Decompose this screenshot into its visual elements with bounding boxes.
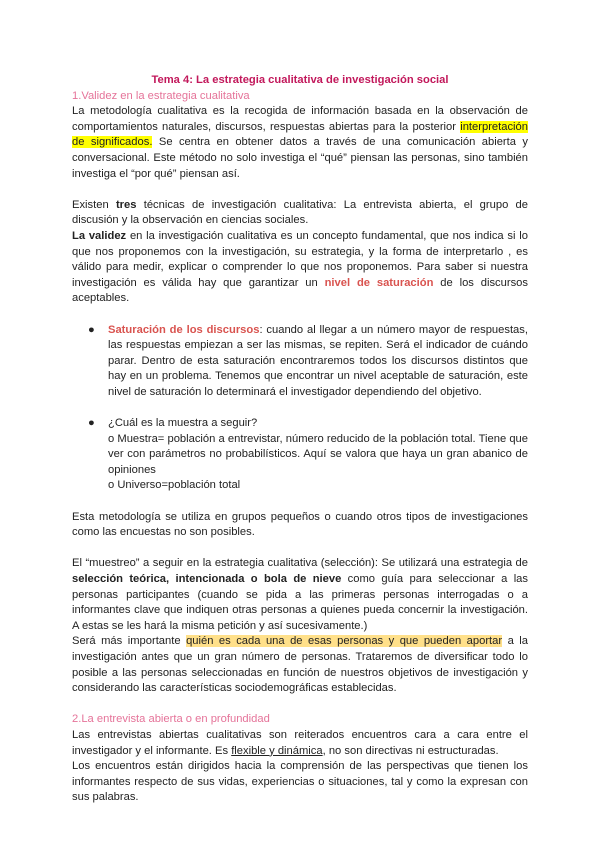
paragraph-entrevistas: Las entrevistas abiertas cualitativas son reiterados encuentros cara a cara entre el investigador y el informante. Es flexible y dinámica, no son directivas ni estructuradas. (72, 728, 528, 757)
highlight-interpretacion: interpretación de significados. (72, 120, 528, 149)
bullet-icon: ● (88, 323, 95, 336)
paragraph-validez: La validez en la investigación cualitativa es un concepto fundamental, que nos indica si lo que nos proponemos con la investigación, su estrategia, y la forma de interpretarlo , es válido para medir, explicar o comprender lo que nos proponemos. Para saber si nuestra investigación es válida hay que garantizar un nivel de saturación de los discursos aceptables. (72, 229, 528, 305)
document-content (72, 73, 528, 806)
highlight-quien: quién es cada una de esas personas y que pueden aportar (186, 635, 503, 648)
paragraph-muestreo: El “muestreo” a seguir en la estrategia cualitativa (selección): Se utilizará una estrategia de selección teórica, intencionada o bola de nieve como guía para seleccionar a las personas participantes (cuando se pida a las primeras personas interrogadas o a informantes clave que indiquen otras personas a quienes pueda concernir la investigación. A estas se les hará la misma petición y así sucesivamente.) (72, 557, 528, 632)
term-nivel-saturacion: nivel de saturación (324, 276, 434, 289)
list-item-muestra: ● ¿Cuál es la muestra a seguir? o Muestra= población a entrevistar, número reducido de la población total. Tiene que ver con parámetros no probabilísticos. Aquí se valora que haya un gran abanico de opiniones o Universo=población total (88, 417, 528, 492)
bullet-icon: ● (88, 417, 95, 430)
section-1-heading: 1.Validez en la estrategia cualitativa (72, 89, 250, 102)
list-item-saturacion: ● Saturación de los discursos: cuando al llegar a un número mayor de respuestas, las respuestas empiezan a ser las mismas, se repiten. Será el indicador de cuándo parar. Dentro de esta saturación encontraremos todos los discursos distintos que hay en un problema. Tenemos que encontrar un nivel aceptable de saturación, este nivel de saturación lo determinará el investigador dependiendo del objetivo. (88, 323, 528, 398)
underlined-flexible: flexible y dinámica (231, 744, 323, 757)
paragraph-definition: La metodología cualitativa es la recogida de información basada en la observación de comportamientos naturales, discursos, respuestas abiertas para la posterior interpretación de significados. Se centra en obtener datos a través de una comunicación abierta y conversacional. Este método no solo investiga el “qué” piensan las personas, sino también investiga el “por qué” piensan así. (72, 105, 528, 180)
bullet-list-1 (72, 323, 528, 401)
paragraph-encuentros: Los encuentros están dirigidos hacia la comprensión de las perspectivas que tienen los informantes respecto de sus vidas, experiencias o situaciones, tal y como la expresan con sus palabras. (72, 760, 528, 804)
section-2-heading: 2.La entrevista abierta o en profundidad (72, 713, 270, 726)
paragraph-importancia: Será más importante quién es cada una de esas personas y que pueden aportar a la investigación antes que un gran número de personas. Trataremos de diversificar todo lo posible a las personas seleccionadas en función de nuestros objetivos de investigación y considerando las características sociodemográficas establecidas. (72, 635, 528, 695)
paragraph-grupos: Esta metodología se utiliza en grupos pequeños o cuando otros tipos de investigaciones como las encuestas no son posibles. (72, 510, 528, 539)
bullet-list-2 (72, 416, 528, 494)
page-title: Tema 4: La estrategia cualitativa de investigación social (151, 74, 449, 86)
paragraph-techniques: Existen tres técnicas de investigación cualitativa: La entrevista abierta, el grupo de discusión y la observación en ciencias sociales. (72, 198, 528, 227)
